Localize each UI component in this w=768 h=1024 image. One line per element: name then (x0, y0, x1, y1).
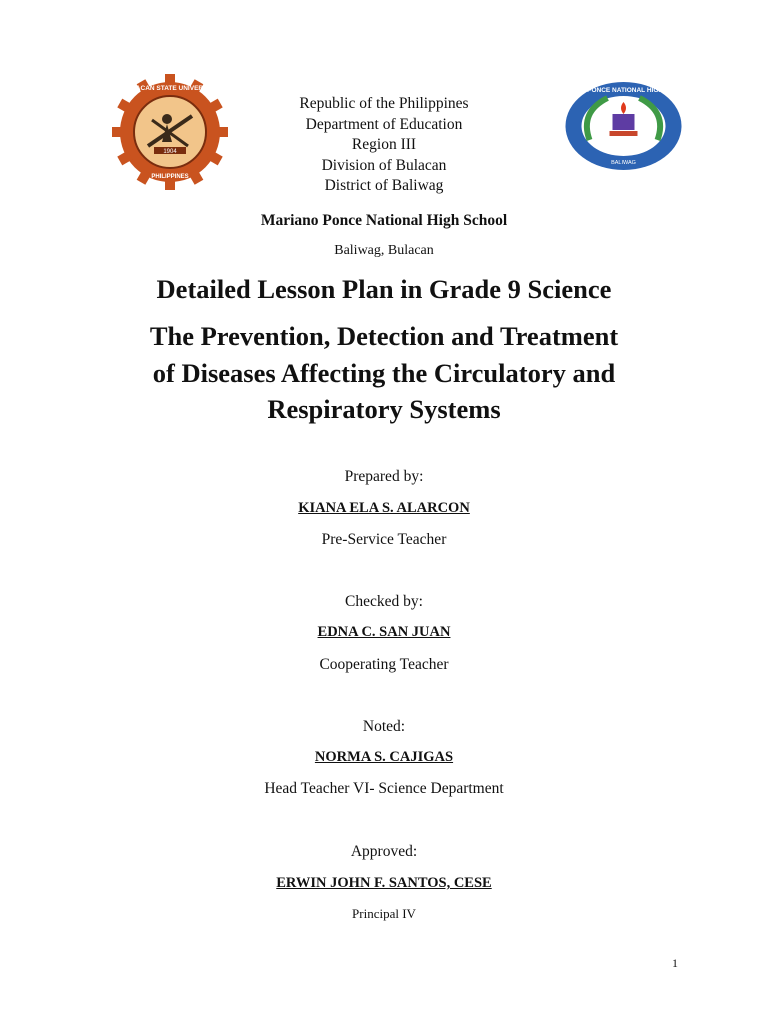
noted-name: NORMA S. CAJIGAS (314, 749, 454, 765)
header-line: Region III (351, 136, 417, 153)
prepared-by-label: Prepared by: (344, 468, 424, 485)
school-location: Baliwag, Bulacan (334, 243, 434, 258)
noted-role: Head Teacher VI- Science Department (264, 780, 504, 797)
subtitle-line: The Prevention, Detection and Treatment (149, 321, 619, 351)
svg-text:BULACAN STATE UNIVERSITY: BULACAN STATE UNIVERSITY (122, 85, 218, 92)
noted-label: Noted: (362, 718, 406, 735)
svg-text:1904: 1904 (163, 149, 177, 155)
mariano-ponce-nhs-seal-icon (554, 80, 693, 172)
document-title: Detailed Lesson Plan in Grade 9 Science (156, 274, 612, 304)
subtitle-line: Respiratory Systems (267, 394, 501, 424)
approved-name: ERWIN JOHN F. SANTOS, CESE (276, 875, 492, 891)
subtitle-line: of Diseases Affecting the Circulatory and (152, 357, 616, 388)
approved-role: Principal IV (352, 906, 416, 921)
svg-text:BALIWAG: BALIWAG (611, 160, 636, 166)
header-line: District of Baliwag (324, 177, 444, 194)
prepared-by-name: KIANA ELA S. ALARCON (298, 500, 470, 516)
document-subtitle (0, 318, 768, 428)
header-line: Department of Education (305, 115, 463, 133)
prepared-by-role: Pre-Service Teacher (321, 531, 447, 548)
svg-text:PHILIPPINES: PHILIPPINES (151, 174, 189, 180)
svg-text:MARIANO PONCE NATIONAL HIGH SC: MARIANO PONCE NATIONAL HIGH SCHOOL (554, 87, 693, 94)
header-line: Division of Bulacan (321, 156, 447, 174)
page-number: 1 (672, 956, 678, 970)
school-name: Mariano Ponce National High School (260, 212, 508, 229)
header-line: Republic of the Philippines (299, 95, 469, 112)
checked-by-role: Cooperating Teacher (319, 656, 449, 673)
checked-by-name: EDNA C. SAN JUAN (317, 624, 451, 640)
checked-by-label: Checked by: (345, 593, 423, 610)
approved-label: Approved: (350, 843, 418, 860)
